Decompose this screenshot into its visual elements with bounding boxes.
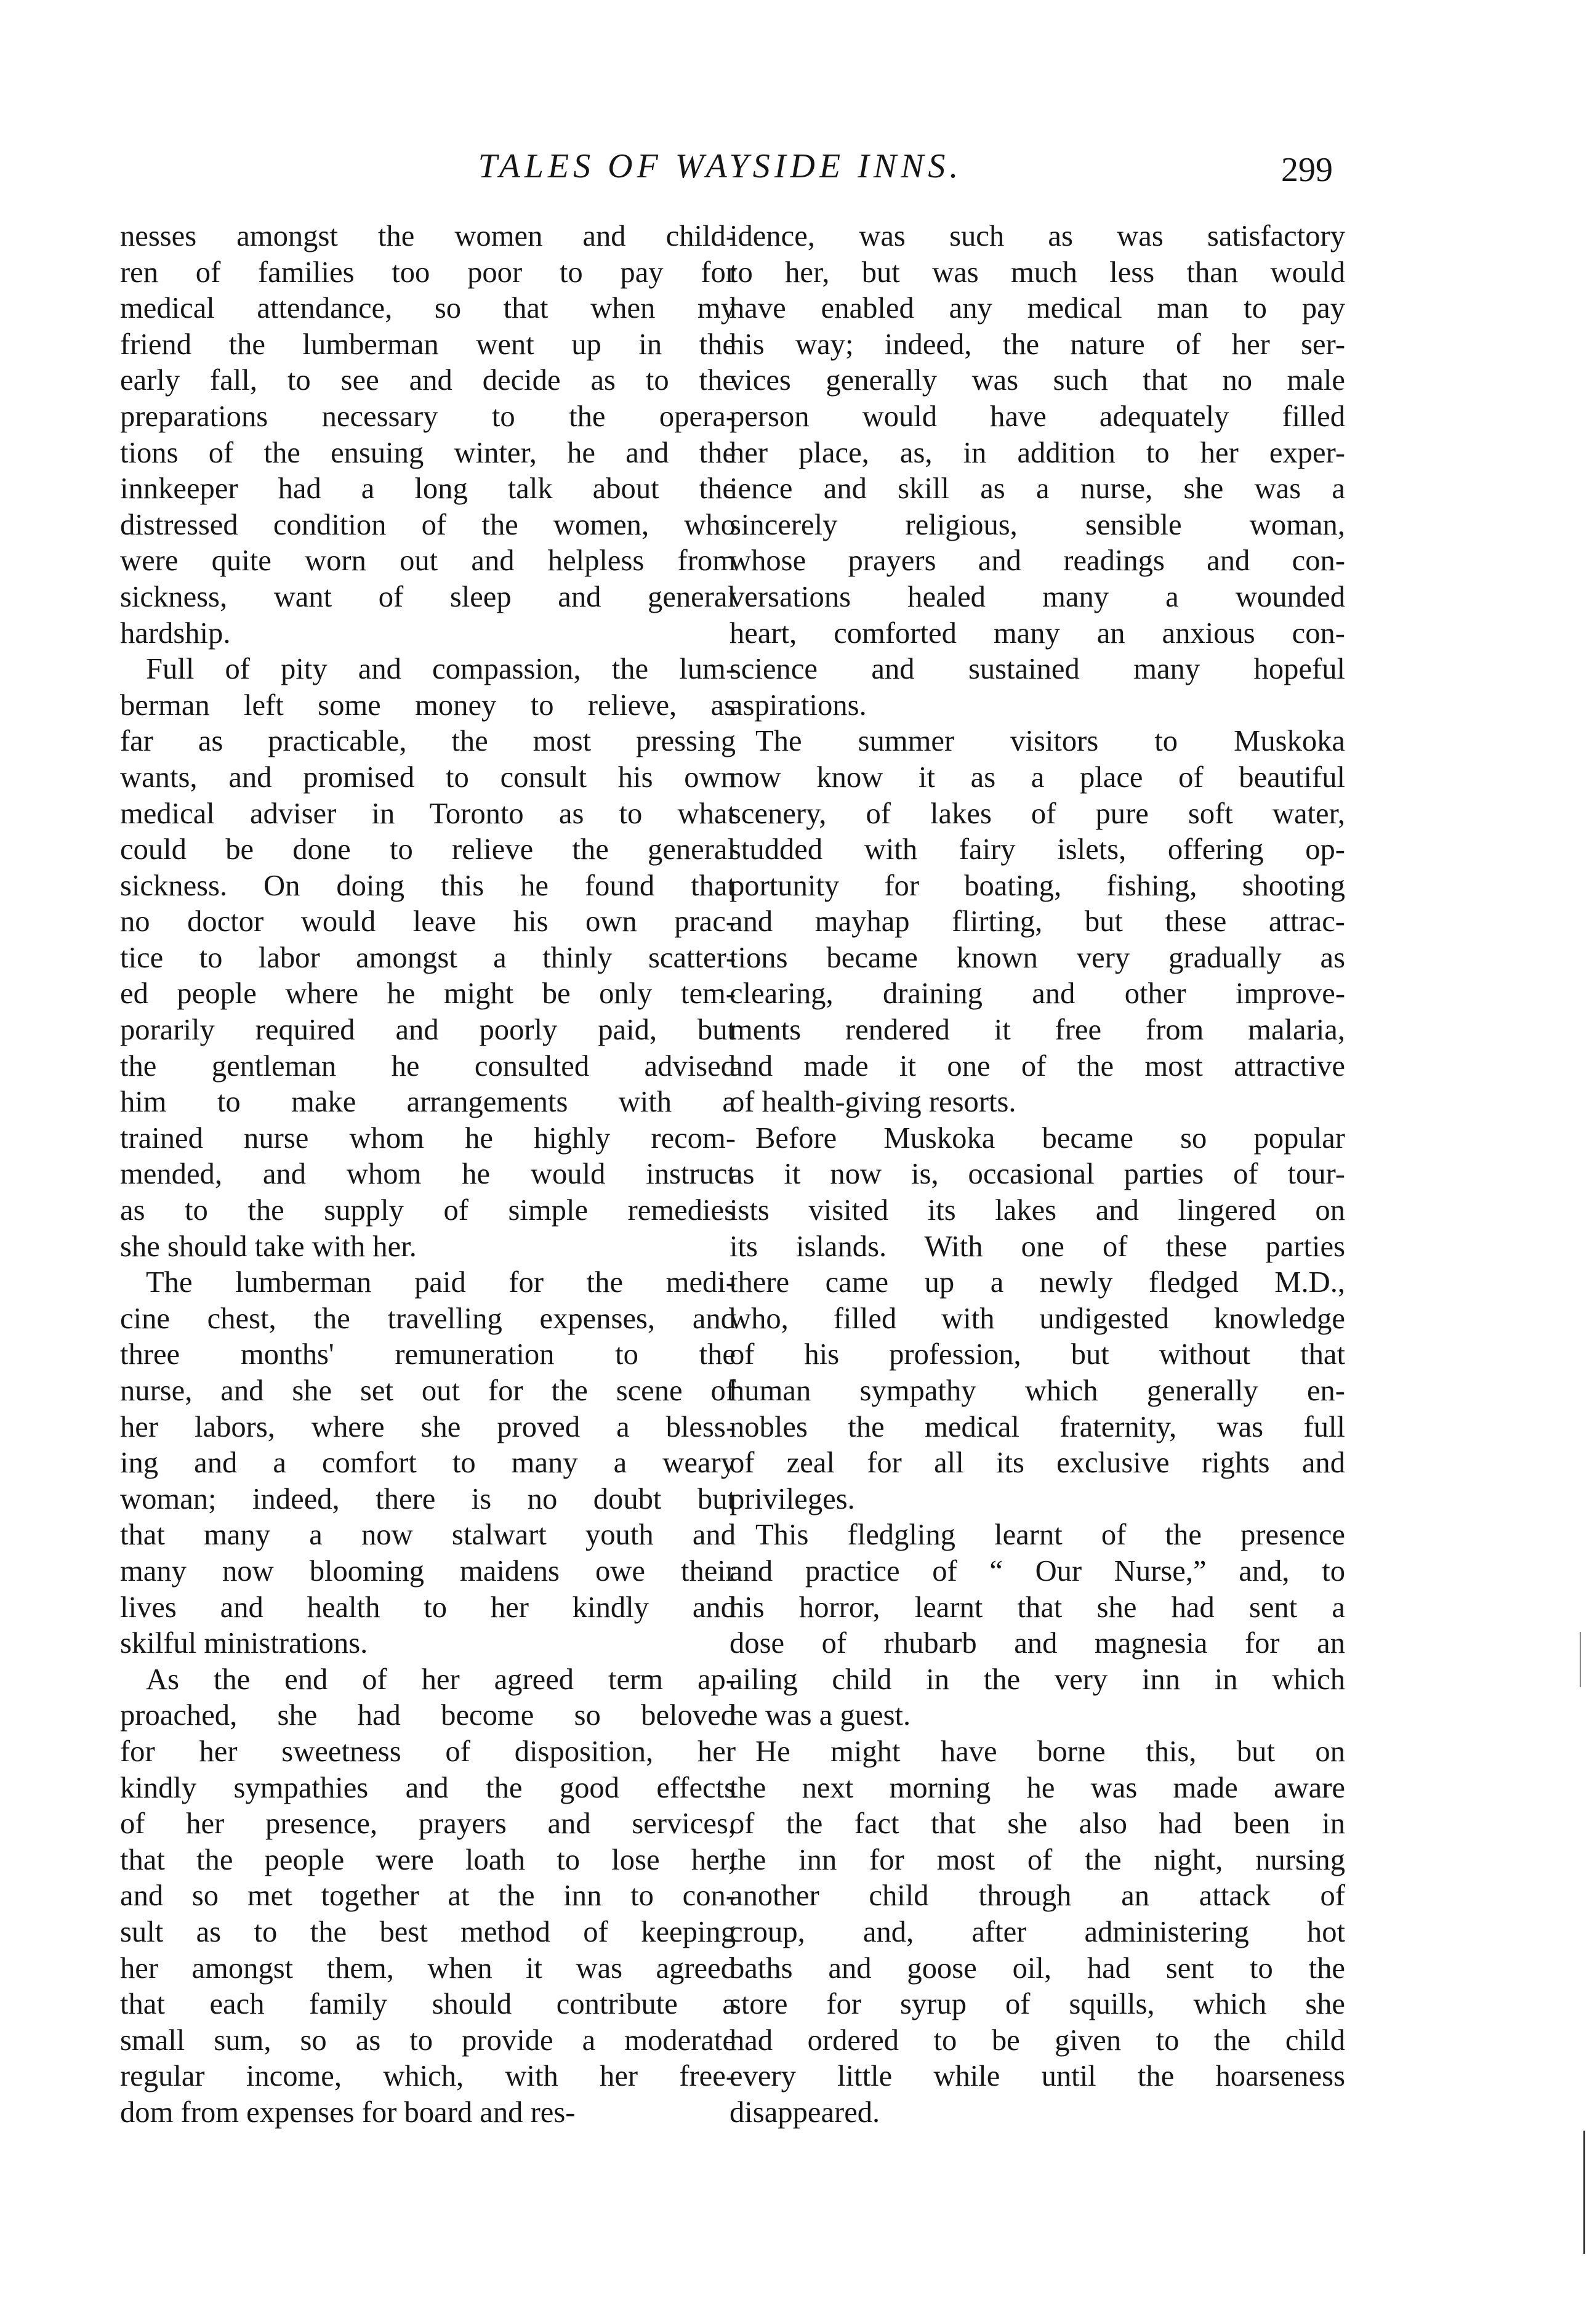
text-line: that each family should contribute a (120, 1987, 736, 2021)
text-line: dom from expenses for board and res- (120, 2095, 576, 2129)
text-line: of the fact that she also had been in (730, 1807, 1345, 1841)
text-line: to her, but was much less than would (730, 255, 1345, 289)
text-line: disappeared. (730, 2095, 880, 2129)
text-line: the inn for most of the night, nursing (730, 1842, 1345, 1876)
text-line: whose prayers and readings and con- (730, 544, 1345, 578)
text-line: sult as to the best method of keeping (120, 1914, 736, 1948)
text-line: now know it as a place of beautiful (730, 760, 1345, 794)
text-line: aspirations. (730, 688, 867, 722)
text-line: who, filled with undigested knowledge (730, 1301, 1345, 1335)
text-line: ren of families too poor to pay for (120, 255, 736, 289)
text-line: that the people were loath to lose her, (120, 1842, 736, 1876)
text-line: sickness. On doing this he found that (120, 868, 736, 902)
text-line: nesses amongst the women and child- (120, 219, 736, 252)
text-line: store for syrup of squills, which she (730, 1987, 1345, 2021)
text-line: dose of rhubarb and magnesia for an (730, 1626, 1345, 1660)
text-line: medical adviser in Toronto as to what (120, 796, 736, 830)
text-line: the gentleman he consulted advised (120, 1049, 736, 1083)
text-line: and so met together at the inn to con- (120, 1879, 736, 1913)
text-line: she should take with her. (120, 1229, 417, 1263)
text-line: had ordered to be given to the child (730, 2023, 1345, 2057)
text-line: studded with fairy islets, offering op- (730, 833, 1345, 866)
text-line: woman; indeed, there is no doubt but (120, 1482, 736, 1515)
text-line: small sum, so as to provide a moderate (120, 2023, 736, 2057)
text-line: her place, as, in addition to her exper- (730, 435, 1345, 469)
text-line: ed people where he might be only tem- (120, 977, 736, 1011)
text-line: and mayhap flirting, but these attrac- (730, 905, 1345, 938)
text-line: hardship. (120, 616, 231, 650)
text-line: Before Muskoka became so popular (755, 1121, 1345, 1155)
text-line: have enabled any medical man to pay (730, 291, 1345, 325)
text-line: of zeal for all its exclusive rights and (730, 1446, 1345, 1480)
text-line: her labors, where she proved a bless- (120, 1410, 736, 1443)
text-line: innkeeper had a long talk about the (120, 472, 736, 506)
text-line: medical attendance, so that when my (120, 291, 736, 325)
text-line: nobles the medical fraternity, was full (730, 1410, 1345, 1443)
text-line: as it now is, occasional parties of tour- (730, 1157, 1345, 1191)
text-line: every little while until the hoarseness (730, 2059, 1345, 2093)
text-line: no doctor would leave his own prac- (120, 905, 736, 938)
text-line: baths and goose oil, had sent to the (730, 1951, 1345, 1985)
text-line: proached, she had become so beloved (120, 1698, 736, 1732)
text-line: him to make arrangements with a (120, 1085, 736, 1119)
text-line: tions became known very gradually as (730, 940, 1345, 974)
text-line: three months' remuneration to the (120, 1338, 736, 1371)
text-line: ing and a comfort to many a weary (120, 1446, 736, 1480)
right-text-column (730, 218, 1345, 2130)
text-line: privileges. (730, 1482, 855, 1515)
text-line: ience and skill as a nurse, she was a (730, 472, 1345, 506)
text-line: idence, was such as was satisfactory (730, 219, 1345, 252)
text-line: his way; indeed, the nature of her ser- (730, 327, 1345, 361)
text-line: scenery, of lakes of pure soft water, (730, 796, 1345, 830)
text-line: human sympathy which generally en- (730, 1374, 1345, 1407)
text-line: wants, and promised to consult his own (120, 760, 736, 794)
text-line: tions of the ensuing winter, he and the (120, 435, 736, 469)
text-line: porarily required and poorly paid, but (120, 1013, 736, 1047)
text-line: berman left some money to relieve, as (120, 688, 736, 722)
text-line: ments rendered it free from malaria, (730, 1013, 1345, 1047)
text-line: trained nurse whom he highly recom- (120, 1121, 736, 1155)
text-line: his horror, learnt that she had sent a (730, 1590, 1345, 1624)
text-line: early fall, to see and decide as to the (120, 363, 736, 397)
text-line: ailing child in the very inn in which (730, 1662, 1345, 1696)
text-line: lives and health to her kindly and (120, 1590, 736, 1624)
text-line: cine chest, the travelling expenses, and (120, 1301, 736, 1335)
text-line: nurse, and she set out for the scene of (120, 1374, 736, 1407)
text-line: clearing, draining and other improve- (730, 977, 1345, 1011)
text-line: were quite worn out and helpless from (120, 544, 736, 578)
text-line: as to the supply of simple remedies (120, 1193, 736, 1227)
text-line: regular income, which, with her free- (120, 2059, 736, 2093)
text-line: mended, and whom he would instruct (120, 1157, 736, 1191)
text-line: He might have borne this, but on (755, 1734, 1345, 1768)
text-line: ists visited its lakes and lingered on (730, 1193, 1345, 1227)
text-line: kindly sympathies and the good effects (120, 1770, 736, 1804)
text-line: preparations necessary to the opera- (120, 399, 736, 433)
text-line: there came up a newly fledged M.D., (730, 1265, 1345, 1299)
text-line: of his profession, but without that (730, 1338, 1345, 1371)
text-line: versations healed many a wounded (730, 579, 1345, 613)
text-line: its islands. With one of these parties (730, 1229, 1345, 1263)
text-line: The summer visitors to Muskoka (755, 724, 1345, 758)
left-text-column (120, 218, 736, 2130)
text-line: Full of pity and compassion, the lum- (146, 652, 736, 686)
scan-edge-mark (1583, 2131, 1585, 2254)
text-line: vices generally was such that no male (730, 363, 1345, 397)
text-line: science and sustained many hopeful (730, 652, 1345, 686)
text-line: friend the lumberman went up in the (120, 327, 736, 361)
running-head-title: TALES OF WAYSIDE INNS. (478, 147, 963, 185)
text-line: for her sweetness of disposition, her (120, 1734, 736, 1768)
text-line: distressed condition of the women, who (120, 507, 736, 541)
text-line: sickness, want of sleep and general (120, 579, 736, 613)
text-line: skilful ministrations. (120, 1626, 368, 1660)
text-line: of her presence, prayers and services, (120, 1807, 736, 1841)
scan-edge-mark (1580, 1632, 1581, 1687)
text-line: that many a now stalwart youth and (120, 1518, 736, 1552)
text-line: far as practicable, the most pressing (120, 724, 736, 758)
text-line: of health-giving resorts. (730, 1085, 1016, 1119)
text-line: her amongst them, when it was agreed (120, 1951, 736, 1985)
text-line: person would have adequately filled (730, 399, 1345, 433)
text-line: tice to labor amongst a thinly scatter- (120, 940, 736, 974)
text-line: the next morning he was made aware (730, 1770, 1345, 1804)
text-line: heart, comforted many an anxious con- (730, 616, 1345, 650)
text-line: As the end of her agreed term ap- (146, 1662, 736, 1696)
text-line: croup, and, after administering hot (730, 1914, 1345, 1948)
text-line: he was a guest. (730, 1698, 911, 1732)
text-line: many now blooming maidens owe their (120, 1554, 736, 1588)
text-line: sincerely religious, sensible woman, (730, 507, 1345, 541)
text-line: and practice of “ Our Nurse,” and, to (730, 1554, 1345, 1588)
page-number: 299 (1281, 151, 1333, 189)
text-line: could be done to relieve the general (120, 833, 736, 866)
text-line: portunity for boating, fishing, shooting (730, 868, 1345, 902)
text-line: This fledgling learnt of the presence (755, 1518, 1345, 1552)
text-line: and made it one of the most attractive (730, 1049, 1345, 1083)
text-line: The lumberman paid for the medi- (146, 1265, 736, 1299)
text-line: another child through an attack of (730, 1879, 1345, 1913)
